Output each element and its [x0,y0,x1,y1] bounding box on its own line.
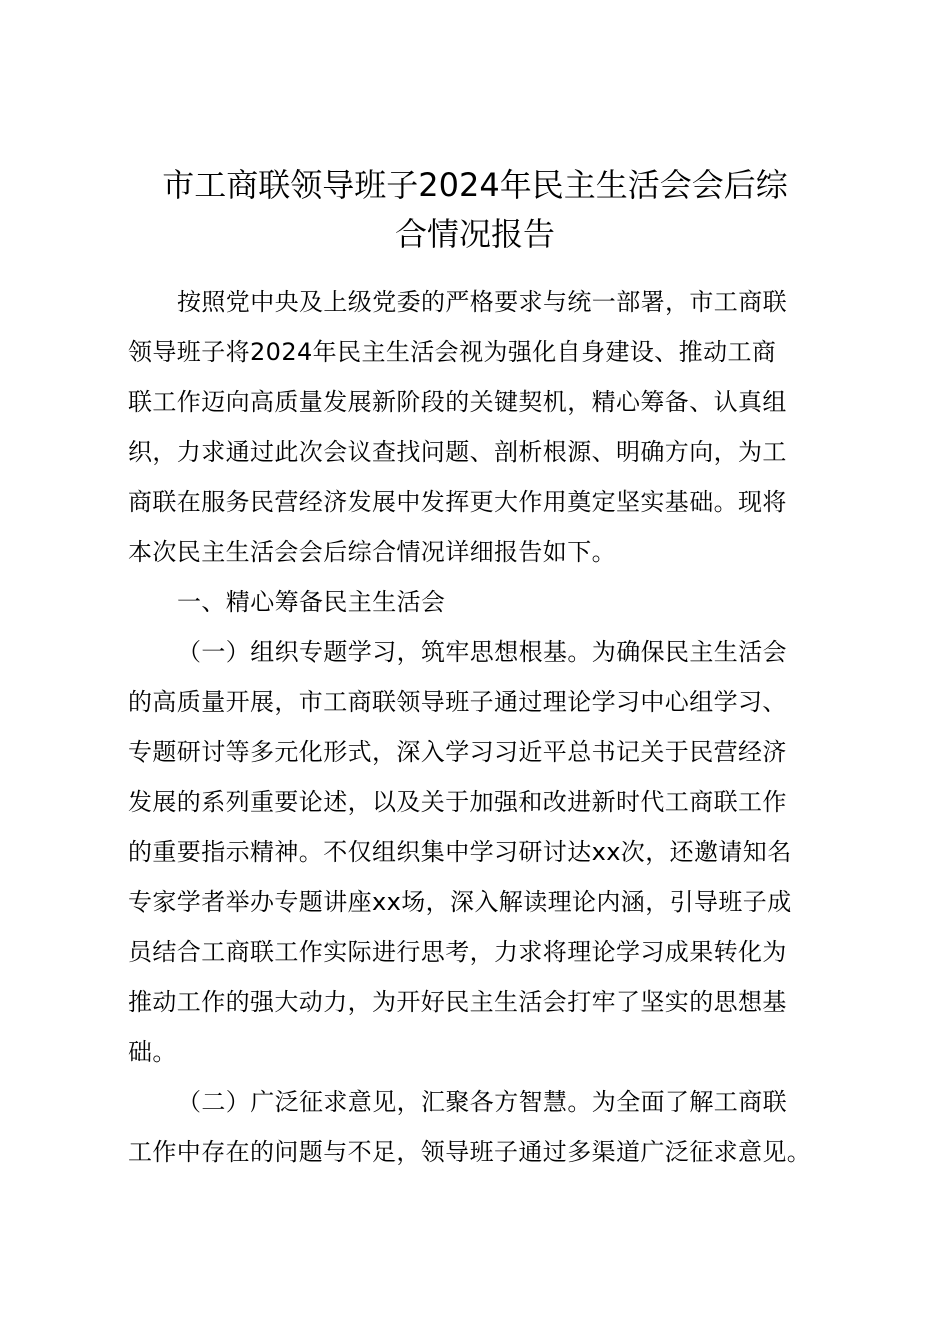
paragraph-study-line-2: 的高质量开展，市工商联领导班子通过理论学习中心组学习、 [128,688,787,716]
paragraph-intro-line-2: 领导班子将2024年民主生活会视为强化自身建设、推动工商 [128,338,777,366]
paragraph-intro-line-5: 商联在服务民营经济发展中发挥更大作用奠定坚实基础。现将 [128,488,787,516]
paragraph-study-line-5: 的重要指示精神。不仅组织集中学习研讨达xx次，还邀请知名 [128,838,792,866]
paragraph-study-line-4: 发展的系列重要论述，以及关于加强和改进新时代工商联工作 [128,788,787,816]
document-title-line-1: 市工商联领导班子2024年民主生活会会后综 [162,166,788,204]
paragraph-opinions-line-2: 工作中存在的问题与不足，领导班子通过多渠道广泛征求意见。 [128,1138,812,1166]
paragraph-study-line-3: 专题研讨等多元化形式，深入学习习近平总书记关于民营经济 [128,738,787,766]
paragraph-opinions-line-1: （二）广泛征求意见，汇聚各方智慧。为全面了解工商联 [177,1088,787,1116]
paragraph-study-line-8: 推动工作的强大动力，为开好民主生活会打牢了坚实的思想基 [128,988,787,1016]
paragraph-intro-line-1: 按照党中央及上级党委的严格要求与统一部署，市工商联 [177,288,787,316]
paragraph-intro-line-6: 本次民主生活会会后综合情况详细报告如下。 [128,538,616,566]
paragraph-study-line-7: 员结合工商联工作实际进行思考，力求将理论学习成果转化为 [128,938,787,966]
paragraph-intro-line-3: 联工作迈向高质量发展新阶段的关键契机，精心筹备、认真组 [128,388,787,416]
document-title-line-2: 合情况报告 [394,215,555,253]
paragraph-study-line-1: （一）组织专题学习，筑牢思想根基。为确保民主生活会 [177,638,787,666]
paragraph-study-line-6: 专家学者举办专题讲座xx场，深入解读理论内涵，引导班子成 [128,888,792,916]
section-heading-1: 一、精心筹备民主生活会 [177,588,446,616]
paragraph-intro-line-4: 织，力求通过此次会议查找问题、剖析根源、明确方向，为工 [128,438,787,466]
paragraph-study-line-9: 础。 [128,1038,177,1066]
